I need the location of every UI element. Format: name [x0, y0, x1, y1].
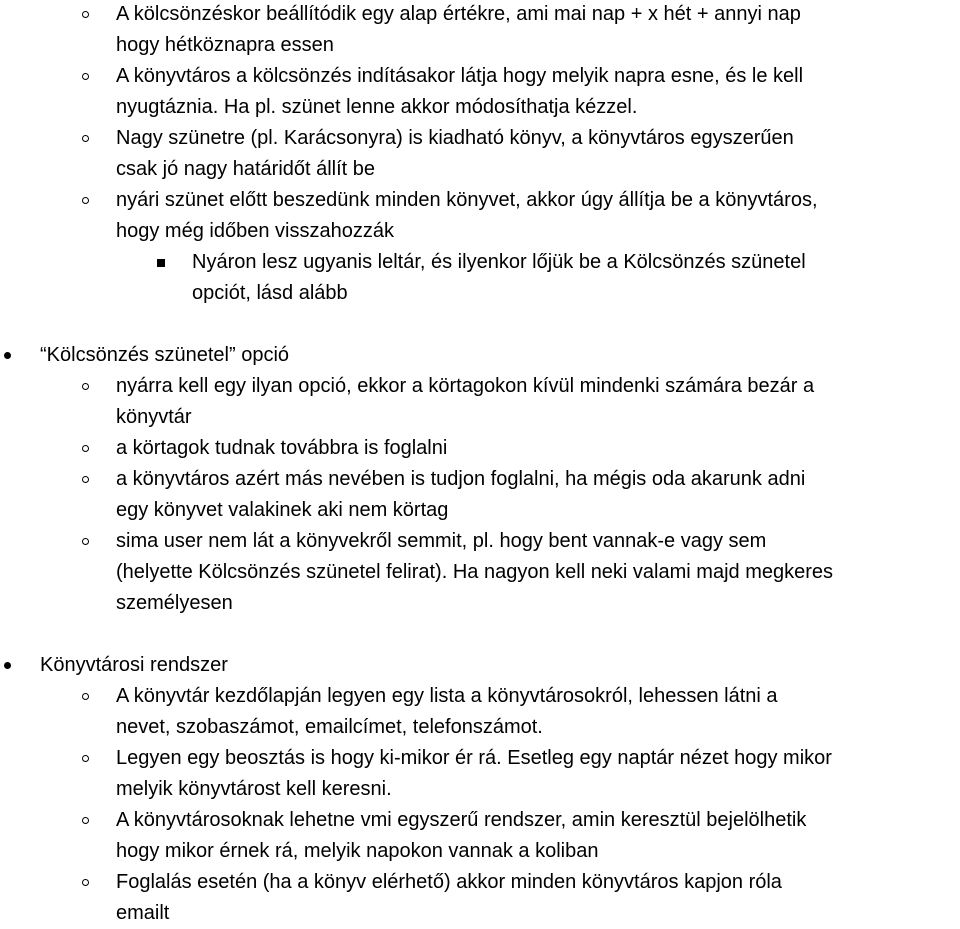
- list-item-line: hogy még időben visszahozzák: [116, 220, 394, 242]
- circle-bullet-icon: [78, 805, 92, 836]
- list-item-line: opciót, lásd alább: [192, 282, 348, 304]
- circle-bullet-icon: [78, 433, 92, 464]
- list-item-line: A könyvtár kezdőlapján legyen egy lista a könyvtárosokról, lehessen látni a: [116, 685, 778, 707]
- list-item-line: egy könyvet valakinek aki nem körtag: [116, 499, 449, 521]
- disc-bullet-icon: [0, 340, 14, 371]
- circle-bullet-icon: [78, 0, 92, 30]
- list-item-line: A könyvtárosoknak lehetne vmi egyszerű rendszer, amin keresztül bejelölhetik: [116, 809, 807, 831]
- list-item-line: sima user nem lát a könyvekről semmit, pl. hogy bent vannak-e vagy sem: [116, 530, 767, 552]
- list-item: [0, 681, 960, 743]
- square-bullet-icon: [154, 247, 168, 278]
- circle-bullet-icon: [78, 123, 92, 154]
- list-item-line: nyári szünet előtt beszedünk minden könyvet, akkor úgy állítja be a könyvtáros,: [116, 189, 818, 211]
- circle-bullet-icon: [78, 681, 92, 712]
- list-item: [0, 371, 960, 433]
- list-item: [0, 123, 960, 185]
- list-item-line: személyesen: [116, 592, 233, 614]
- list-item-line: Nyáron lesz ugyanis leltár, és ilyenkor lőjük be a Kölcsönzés szünetel: [192, 251, 806, 273]
- circle-bullet-icon: [78, 526, 92, 557]
- list-item: [0, 185, 960, 247]
- list-item-line: melyik könyvtárost kell keresni.: [116, 778, 392, 800]
- list-item-line: a könyvtáros azért más nevében is tudjon foglalni, ha mégis oda akarunk adni: [116, 468, 806, 490]
- list-item-line: Nagy szünetre (pl. Karácsonyra) is kiadható könyv, a könyvtáros egyszerűen: [116, 127, 794, 149]
- list-item: [0, 0, 960, 61]
- list-item-line: A kölcsönzéskor beállítódik egy alap értékre, ami mai nap + x hét + annyi nap: [116, 3, 801, 25]
- list-item: [0, 805, 960, 867]
- circle-bullet-icon: [78, 61, 92, 92]
- list-item: [0, 464, 960, 526]
- list-item-line: A könyvtáros a kölcsönzés indításakor látja hogy melyik napra esne, és le kell: [116, 65, 804, 87]
- list-item: [0, 433, 960, 464]
- list-item: [0, 867, 960, 929]
- list-item-line: (helyette Kölcsönzés szünetel felirat). Ha nagyon kell neki valami majd megkeres: [116, 561, 834, 583]
- list-item-line: hogy mikor érnek rá, melyik napokon vannak a koliban: [116, 840, 599, 862]
- list-item-line: nyárra kell egy ilyan opció, ekkor a körtagokon kívül mindenki számára bezár a: [116, 375, 815, 397]
- section-heading: [0, 650, 960, 681]
- disc-bullet-icon: [0, 650, 14, 681]
- list-item-line: csak jó nagy határidőt állít be: [116, 158, 376, 180]
- circle-bullet-icon: [78, 371, 92, 402]
- list-item-line: könyvtár: [116, 406, 192, 428]
- list-item: [0, 743, 960, 805]
- list-item-line: emailt: [116, 902, 170, 924]
- circle-bullet-icon: [78, 464, 92, 495]
- list-sub-item: [0, 247, 960, 309]
- list-item-line: a körtagok tudnak továbbra is foglalni: [116, 437, 448, 459]
- list-item-line: Foglalás esetén (ha a könyv elérhető) akkor minden könyvtáros kapjon róla: [116, 871, 782, 893]
- section-title: “Kölcsönzés szünetel” opció: [40, 344, 290, 366]
- circle-bullet-icon: [78, 743, 92, 774]
- list-item: [0, 61, 960, 123]
- list-item-line: nyugtáznia. Ha pl. szünet lenne akkor módosíthatja kézzel.: [116, 96, 638, 118]
- section-title: Könyvtárosi rendszer: [40, 654, 228, 676]
- circle-bullet-icon: [78, 185, 92, 216]
- list-item: [0, 526, 960, 619]
- list-item-line: Legyen egy beosztás is hogy ki-mikor ér rá. Esetleg egy naptár nézet hogy mikor: [116, 747, 832, 769]
- section-heading: [0, 340, 960, 371]
- list-item-line: hogy hétköznapra essen: [116, 34, 334, 56]
- circle-bullet-icon: [78, 867, 92, 898]
- list-item-line: nevet, szobaszámot, emailcímet, telefonszámot.: [116, 716, 543, 738]
